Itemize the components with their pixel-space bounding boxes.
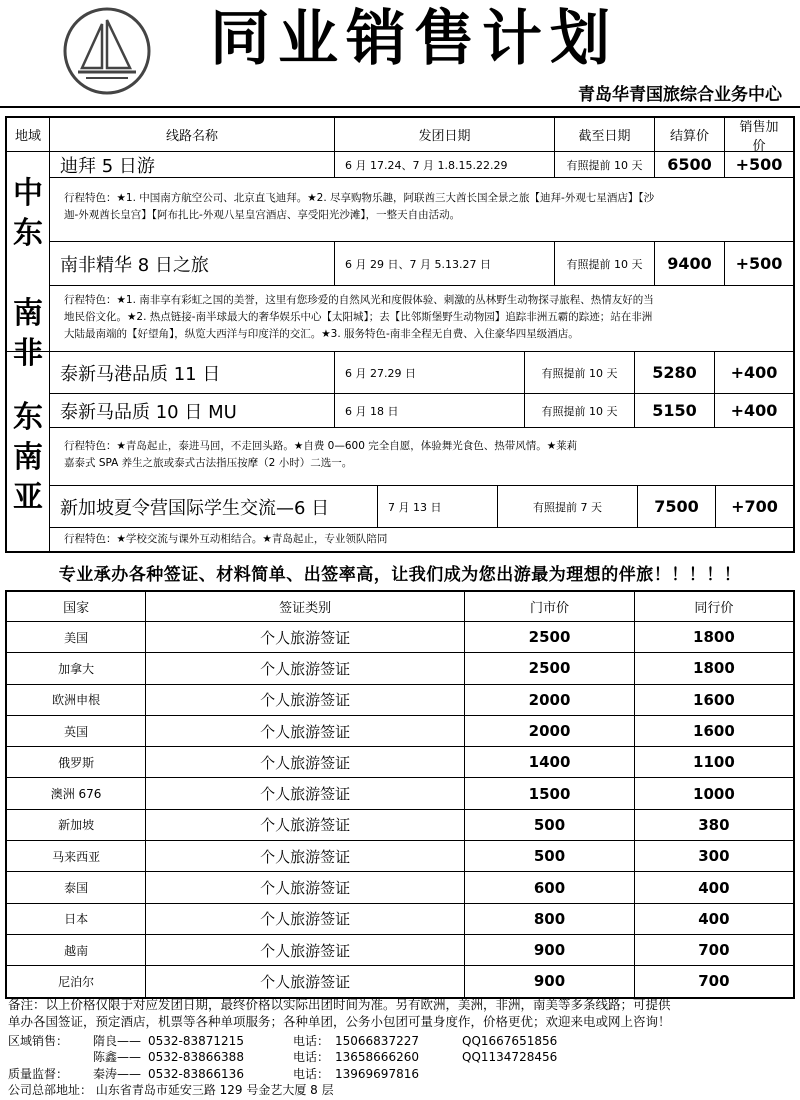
visa-country: 澳洲 676 <box>6 778 146 809</box>
route-deadline: 有照提前 10 天 <box>524 394 634 428</box>
visa-country: 美国 <box>6 622 146 653</box>
region-middle-east-south-africa <box>7 152 49 371</box>
route-name: 新加坡夏令营国际学生交流—6 日 <box>49 486 377 528</box>
route-features <box>49 528 793 551</box>
header-settle: 结算价 <box>654 118 724 152</box>
feature-line: 行程特色：★青岛起止，泰进马回，不走回头路。★自费 0—600 完全自愿，体验舞光食色、热带风情。★莱莉 <box>64 440 578 452</box>
visa-type: 个人旅游签证 <box>146 809 465 840</box>
route-deadline: 有照提前 10 天 <box>554 152 654 178</box>
visa-row <box>6 778 794 809</box>
route-price: 5280 <box>634 352 714 394</box>
feature-line: 行程特色：★学校交流与课外互动相结合。★青岛起止，专业领队陪同 <box>64 533 388 545</box>
route-name: 迪拜 5 日游 <box>49 152 334 178</box>
header-route: 线路名称 <box>49 118 334 152</box>
visa-retail-price: 2500 <box>465 622 635 653</box>
tour-table <box>5 116 795 553</box>
visa-trade-price: 1100 <box>634 747 794 778</box>
contact-mobile-label: 电话： <box>293 1034 330 1048</box>
region-label: 东南亚 <box>13 400 43 515</box>
qc-label: 质量监督： <box>8 1067 69 1081</box>
visa-trade-price: 700 <box>634 966 794 998</box>
visa-trade-price: 380 <box>634 809 794 840</box>
header-deadline: 截至日期 <box>554 118 654 152</box>
route-features <box>49 178 793 242</box>
route-dates: 7 月 13 日 <box>377 486 497 528</box>
header-divider <box>0 106 800 108</box>
feature-line: 地民俗文化。★2. 热点链接-南半球最大的奢华娱乐中心【太阳城】；去【比邻斯堡野生动物园】追踪非洲五霸的踪迹；站在非洲 <box>64 311 653 323</box>
feature-line: 嘉泰式 SPA 养生之旅或泰式古法指压按摩（2 小时）二选一。 <box>64 457 353 469</box>
route-name: 泰新马港品质 11 日 <box>49 352 334 394</box>
route-deadline: 有照提前 7 天 <box>497 486 637 528</box>
visa-country: 日本 <box>6 903 146 934</box>
header <box>0 0 800 108</box>
contact-qq: QQ1667651856 <box>462 1034 558 1048</box>
visa-row <box>6 841 794 872</box>
visa-trade-price: 300 <box>634 841 794 872</box>
visa-retail-price: 900 <box>465 934 635 965</box>
visa-retail-price: 1500 <box>465 778 635 809</box>
visa-trade-price: 1800 <box>634 622 794 653</box>
visa-header-trade: 同行价 <box>634 591 794 622</box>
visa-row <box>6 622 794 653</box>
region-label: 南非 <box>13 296 43 371</box>
visa-row <box>6 684 794 715</box>
route-features <box>49 428 793 486</box>
visa-table <box>5 590 795 999</box>
route-price: 5150 <box>634 394 714 428</box>
visa-header-type: 签证类别 <box>146 591 465 622</box>
visa-type: 个人旅游签证 <box>146 653 465 684</box>
contact-mobile: 15066837227 <box>335 1034 419 1048</box>
header-markup: 销售加价 <box>724 118 793 152</box>
visa-retail-price: 2000 <box>465 684 635 715</box>
route-markup: +400 <box>714 394 793 428</box>
region-southeast-asia <box>7 352 49 551</box>
visa-country: 英国 <box>6 715 146 746</box>
visa-retail-price: 2500 <box>465 653 635 684</box>
sales-label: 区域销售： <box>8 1034 69 1048</box>
page-title: 同业销售计划 <box>210 4 618 74</box>
visa-row <box>6 903 794 934</box>
route-deadline: 有照提前 10 天 <box>524 352 634 394</box>
visa-row <box>6 934 794 965</box>
route-name: 泰新马品质 10 日 MU <box>49 394 334 428</box>
contact-name: 隋良—— <box>93 1034 142 1048</box>
visa-header-retail: 门市价 <box>465 591 635 622</box>
visa-country: 欧洲申根 <box>6 684 146 715</box>
feature-line: 行程特色：★1. 中国南方航空公司、北京直飞迪拜。★2. 尽享购物乐趣，阿联酋三大酋长国全景之旅【迪拜-外观七星酒店】【沙 <box>64 192 655 204</box>
contact-mobile-label: 电话： <box>293 1050 330 1064</box>
visa-trade-price: 400 <box>634 903 794 934</box>
visa-row <box>6 966 794 998</box>
feature-line: 行程特色：★1. 南非享有彩虹之国的美誉，这里有您珍爱的自然风光和度假体验、刺激的丛林野生动物探寻旅程、热情友好的当 <box>64 294 654 306</box>
feature-line: 大陆最南端的【好望角】，纵览大西洋与印度洋的交汇。★3. 服务特色-南非全程无自费、入住豪华四星级酒店。 <box>64 328 579 340</box>
visa-type: 个人旅游签证 <box>146 684 465 715</box>
visa-retail-price: 600 <box>465 872 635 903</box>
visa-type: 个人旅游签证 <box>146 841 465 872</box>
visa-row <box>6 715 794 746</box>
note-line: 单办各国签证，预定酒店，机票等各种单项服务；各种单团，公务小包团可量身度作，价格更优；欢迎来电或网上咨询！ <box>8 1013 671 1029</box>
route-price: 9400 <box>654 242 724 286</box>
contact-phone: 0532-83866136 <box>148 1067 244 1081</box>
page-subtitle: 青岛华青国旅综合业务中心 <box>578 85 782 105</box>
visa-row <box>6 872 794 903</box>
route-dates: 6 月 27.29 日 <box>334 352 524 394</box>
visa-trade-price: 1000 <box>634 778 794 809</box>
route-markup: +500 <box>724 152 793 178</box>
notes <box>8 997 798 1030</box>
route-markup: +400 <box>714 352 793 394</box>
route-price: 7500 <box>637 486 715 528</box>
visa-row <box>6 747 794 778</box>
visa-header-country: 国家 <box>6 591 146 622</box>
route-price: 6500 <box>654 152 724 178</box>
visa-country: 俄罗斯 <box>6 747 146 778</box>
visa-type: 个人旅游签证 <box>146 966 465 998</box>
feature-line: 迦-外观酋长皇宫】【阿布扎比-外观八星皇宫酒店、享受阳光沙滩】，一整天自由活动。 <box>64 209 461 221</box>
visa-trade-price: 700 <box>634 934 794 965</box>
route-markup: +500 <box>724 242 793 286</box>
contact-mobile: 13658666260 <box>335 1050 419 1064</box>
header-dates: 发团日期 <box>334 118 554 152</box>
contact-mobile-label: 电话： <box>293 1067 330 1081</box>
route-dates: 6 月 17.24、7 月 1.8.15.22.29 <box>334 152 554 178</box>
sail-logo-icon <box>62 6 152 96</box>
visa-type: 个人旅游签证 <box>146 715 465 746</box>
visa-header-row <box>6 591 794 622</box>
visa-country: 尼泊尔 <box>6 966 146 998</box>
route-dates: 6 月 29 日、7 月 5.13.27 日 <box>334 242 554 286</box>
visa-type: 个人旅游签证 <box>146 747 465 778</box>
visa-retail-price: 800 <box>465 903 635 934</box>
visa-country: 泰国 <box>6 872 146 903</box>
contact-mobile: 13969697816 <box>335 1067 419 1081</box>
contact-name: 陈鑫—— <box>93 1050 142 1064</box>
visa-trade-price: 1800 <box>634 653 794 684</box>
visa-retail-price: 500 <box>465 841 635 872</box>
visa-country: 新加坡 <box>6 809 146 840</box>
contact-name: 秦涛—— <box>93 1067 142 1081</box>
visa-type: 个人旅游签证 <box>146 903 465 934</box>
visa-banner: 专业承办各种签证、材料简单、出签率高，让我们成为您出游最为理想的伴旅！！！！！ <box>58 565 742 585</box>
visa-country: 马来西亚 <box>6 841 146 872</box>
company-address: 公司总部地址： 山东省青岛市延安三路 129 号金艺大厦 8 层 <box>8 1083 334 1097</box>
visa-retail-price: 1400 <box>465 747 635 778</box>
visa-type: 个人旅游签证 <box>146 778 465 809</box>
visa-type: 个人旅游签证 <box>146 934 465 965</box>
visa-trade-price: 1600 <box>634 715 794 746</box>
visa-country: 越南 <box>6 934 146 965</box>
visa-type: 个人旅游签证 <box>146 622 465 653</box>
visa-retail-price: 900 <box>465 966 635 998</box>
visa-retail-price: 2000 <box>465 715 635 746</box>
route-name: 南非精华 8 日之旅 <box>49 242 334 286</box>
visa-trade-price: 1600 <box>634 684 794 715</box>
route-features <box>49 286 793 352</box>
visa-row <box>6 653 794 684</box>
visa-retail-price: 500 <box>465 809 635 840</box>
note-line: 备注：以上价格仅限于对应发团日期，最终价格以实际出团时间为准。另有欧洲，美洲，非洲，南美等多条线路；可提供 <box>8 997 671 1012</box>
route-deadline: 有照提前 10 天 <box>554 242 654 286</box>
contact-qq: QQ1134728456 <box>462 1050 558 1064</box>
region-label: 中东 <box>13 176 43 251</box>
header-region: 地域 <box>7 118 49 152</box>
visa-trade-price: 400 <box>634 872 794 903</box>
contact-phone: 0532-83866388 <box>148 1050 244 1064</box>
visa-row <box>6 809 794 840</box>
route-dates: 6 月 18 日 <box>334 394 524 428</box>
contact-phone: 0532-83871215 <box>148 1034 244 1048</box>
visa-country: 加拿大 <box>6 653 146 684</box>
visa-type: 个人旅游签证 <box>146 872 465 903</box>
route-markup: +700 <box>715 486 793 528</box>
